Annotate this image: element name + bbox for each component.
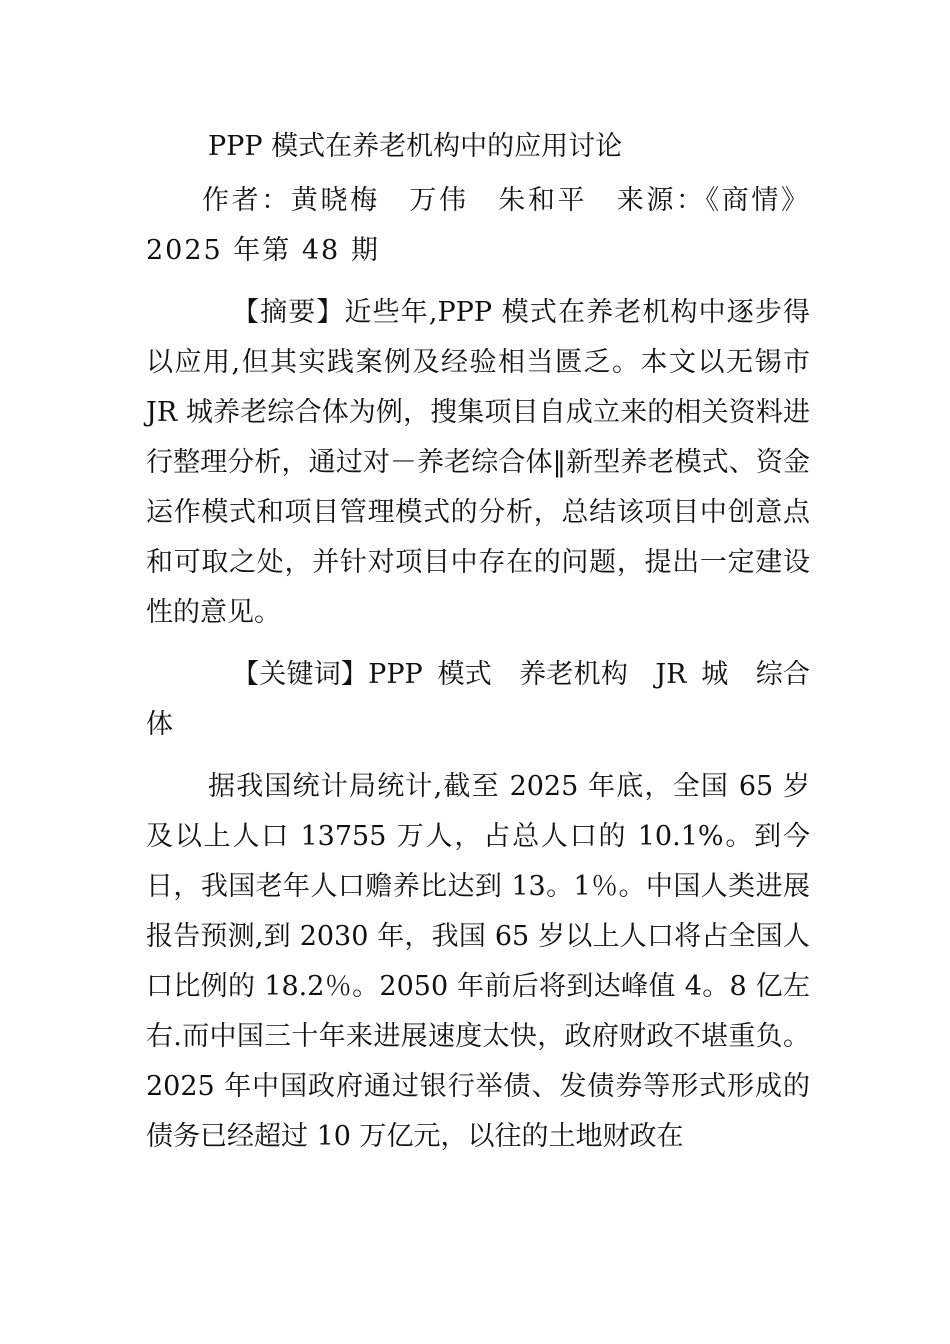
abstract-paragraph: 【摘要】近些年,PPP 模式在养老机构中逐步得以应用,但其实践案例及经验相当匮乏。本文以无锡市 JR 城养老综合体为例，搜集项目自成立来的相关资料进行整理分析，通过对－养老综合体‖新型养老模式、资金运作模式和项目管理模式的分析，总结该项目中创意点和可取之处，并针对项目中存在的问题，提出一定建设性的意见。 [146, 297, 810, 628]
body-paragraph: 据我国统计局统计,截至 2025 年底，全国 65 岁及以上人口 13755 万人，占总人口的 10.1%。到今日，我国老年人口赡养比达到 13。1％。中国人类进展报告预测,到 2030 年，我国 65 岁以上人口将占全国人口比例的 18.2％。2050 年前后将到达峰值 4。8 亿左右.而中国三十年来进展速度太快，政府财政不堪重负。2025 年中国政府通过银行举债、发债券等形式形成的债务已经超过 10 万亿元，以往的土地财政在 [146, 771, 810, 1152]
document-content [146, 118, 810, 1162]
authors-line: 作者：黄晓梅 万伟 朱和平 来源：《商情》2025 年第 48 期 [146, 185, 810, 266]
keywords-paragraph: 【关键词】PPP 模式 养老机构 JR 城 综合体 [146, 659, 810, 740]
document-title: PPP 模式在养老机构中的应用讨论 [208, 131, 623, 162]
